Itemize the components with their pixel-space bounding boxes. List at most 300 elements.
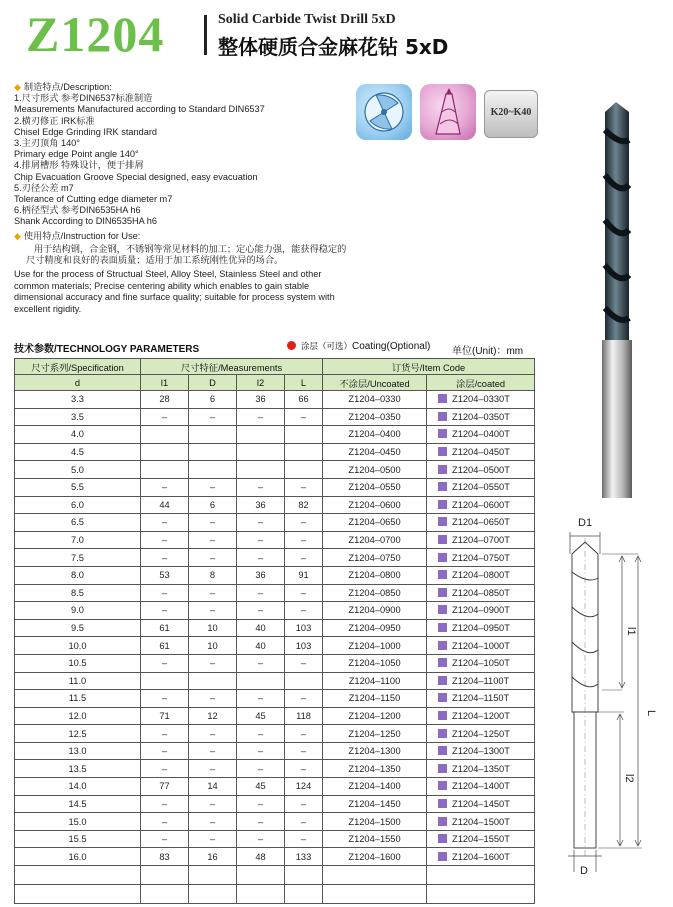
cell-l2: 40 (237, 619, 285, 637)
desc-line: 6.柄径型式 参考DIN6535HA h6 (14, 205, 141, 216)
cell-l2: – (237, 690, 285, 708)
desc-line: 1.尺寸形式 参考DIN6537标准制造 (14, 93, 153, 104)
cell-D: 6 (189, 391, 237, 409)
table-row (15, 496, 535, 514)
cell-l1: 61 (141, 619, 189, 637)
desc-line: Chip Evacuation Groove Special designed, easy evacuation (14, 171, 258, 182)
cell-l1: – (141, 813, 189, 831)
cell-coated (427, 830, 535, 848)
cell-l2: – (237, 408, 285, 426)
cell-D: 6 (189, 496, 237, 514)
header-d: d (15, 375, 141, 391)
coated-code: Z1204–1000T (452, 640, 510, 651)
cell-D: – (189, 584, 237, 602)
cell-coated (427, 461, 535, 479)
cell-L: 124 (285, 778, 323, 796)
carbide-grade-badge (484, 90, 538, 138)
cell-l1: – (141, 531, 189, 549)
cell-l1 (141, 426, 189, 444)
table-row (15, 707, 535, 725)
cell-empty (323, 885, 427, 904)
cell-D: – (189, 830, 237, 848)
coated-code: Z1204–1350T (452, 763, 510, 774)
coated-code: Z1204–1100T (452, 675, 510, 686)
cell-d: 15.0 (15, 813, 141, 831)
cell-coated (427, 426, 535, 444)
cell-l1: 83 (141, 848, 189, 866)
cell-D: – (189, 549, 237, 567)
cell-coated (427, 391, 535, 409)
cell-L: – (285, 830, 323, 848)
cell-l2: – (237, 795, 285, 813)
use-text-cn: 用于结构钢，合金钢，不锈钢等常见材料的加工；定心能力强，能获得稳定的尺寸精度和良好的表面质量；适用于加工系统刚性优异的场合。 (26, 243, 347, 266)
coated-marker-icon (438, 781, 447, 790)
cell-L: – (285, 584, 323, 602)
cell-l1: 28 (141, 391, 189, 409)
cell-coated (427, 637, 535, 655)
cell-l1: 71 (141, 707, 189, 725)
cell-l2 (237, 672, 285, 690)
cell-D: – (189, 795, 237, 813)
cell-d: 6.5 (15, 514, 141, 532)
cell-coated (427, 690, 535, 708)
coated-code: Z1204–1400T (452, 781, 510, 792)
table-row-empty (15, 866, 535, 885)
cell-coated (427, 672, 535, 690)
cell-L: – (285, 725, 323, 743)
cell-l2: 36 (237, 566, 285, 584)
cell-L: – (285, 760, 323, 778)
carbide-grade-label: K20~K40 (490, 107, 532, 118)
coated-marker-icon (438, 746, 447, 755)
cell-d: 16.0 (15, 848, 141, 866)
cell-d: 10.0 (15, 637, 141, 655)
cell-empty (15, 885, 141, 904)
desc-line: Tolerance of Cutting edge diameter m7 (14, 194, 173, 205)
table-row (15, 461, 535, 479)
coated-code: Z1204–0800T (452, 570, 510, 581)
cell-d: 15.5 (15, 830, 141, 848)
cell-coated (427, 602, 535, 620)
cell-l1: 61 (141, 637, 189, 655)
cell-empty (285, 885, 323, 904)
label-l2: l2 (623, 774, 635, 783)
coated-marker-icon (438, 429, 447, 438)
cell-l1: – (141, 408, 189, 426)
cell-uncoated: Z1204–1500 (323, 813, 427, 831)
table-row (15, 848, 535, 866)
cell-coated (427, 496, 535, 514)
cell-empty (141, 866, 189, 885)
cell-uncoated: Z1204–0450 (323, 443, 427, 461)
coated-code: Z1204–1450T (452, 798, 510, 809)
description-heading (14, 82, 354, 93)
cell-L: – (285, 690, 323, 708)
coated-code: Z1204–1500T (452, 816, 510, 827)
coated-marker-icon (438, 394, 447, 403)
cell-coated (427, 760, 535, 778)
table-row (15, 619, 535, 637)
cell-D: 10 (189, 619, 237, 637)
cell-l1: – (141, 725, 189, 743)
coated-marker-icon (438, 852, 447, 861)
desc-line: Primary edge Point angle 140° (14, 149, 139, 160)
cell-d: 14.5 (15, 795, 141, 813)
title-divider (204, 15, 207, 55)
cell-d: 13.5 (15, 760, 141, 778)
cell-coated (427, 584, 535, 602)
coated-marker-icon (438, 535, 447, 544)
cell-d: 3.3 (15, 391, 141, 409)
coated-code: Z1204–0650T (452, 517, 510, 528)
table-row (15, 514, 535, 532)
cell-l1: 53 (141, 566, 189, 584)
table-body (15, 391, 535, 904)
cell-uncoated: Z1204–1200 (323, 707, 427, 725)
table-row (15, 549, 535, 567)
diamond-bullet-icon: ◆ (14, 82, 21, 92)
coated-marker-icon (438, 465, 447, 474)
cell-coated (427, 725, 535, 743)
cell-l2: 48 (237, 848, 285, 866)
table-row (15, 478, 535, 496)
table-row (15, 725, 535, 743)
cell-d: 4.5 (15, 443, 141, 461)
coated-code: Z1204–0450T (452, 447, 510, 458)
coated-code: Z1204–0950T (452, 623, 510, 634)
cell-uncoated: Z1204–1100 (323, 672, 427, 690)
cell-uncoated: Z1204–0600 (323, 496, 427, 514)
cell-L: 91 (285, 566, 323, 584)
cell-uncoated: Z1204–1400 (323, 778, 427, 796)
header-L: L (285, 375, 323, 391)
cell-l2: – (237, 584, 285, 602)
coated-marker-icon (438, 764, 447, 773)
cell-uncoated: Z1204–0750 (323, 549, 427, 567)
coated-code: Z1204–1150T (452, 693, 510, 704)
cell-d: 3.5 (15, 408, 141, 426)
table-row (15, 426, 535, 444)
table-row (15, 654, 535, 672)
coating-cn: 涂层（可选） (301, 341, 353, 351)
cell-l1: 77 (141, 778, 189, 796)
cell-uncoated: Z1204–1250 (323, 725, 427, 743)
cell-d: 11.5 (15, 690, 141, 708)
cell-D: 12 (189, 707, 237, 725)
cell-empty (285, 866, 323, 885)
cell-coated (427, 813, 535, 831)
coated-marker-icon (438, 711, 447, 720)
cell-L: – (285, 408, 323, 426)
description-block (14, 82, 354, 316)
cell-l2: – (237, 830, 285, 848)
cell-d: 5.5 (15, 478, 141, 496)
header-specification: 尺寸系列/Specification (15, 359, 141, 375)
cell-l1: – (141, 584, 189, 602)
coated-marker-icon (438, 729, 447, 738)
cell-l2: – (237, 654, 285, 672)
coated-code: Z1204–0700T (452, 535, 510, 546)
cell-D: – (189, 602, 237, 620)
cell-empty (237, 885, 285, 904)
cell-l1: – (141, 602, 189, 620)
coated-marker-icon (438, 658, 447, 667)
table-row (15, 531, 535, 549)
coated-code: Z1204–1300T (452, 746, 510, 757)
cell-uncoated: Z1204–1450 (323, 795, 427, 813)
cell-d: 13.0 (15, 742, 141, 760)
cell-D: 8 (189, 566, 237, 584)
cell-empty (323, 866, 427, 885)
cell-D: – (189, 514, 237, 532)
table-row (15, 408, 535, 426)
drill-product-image (592, 100, 642, 500)
coated-marker-icon (438, 517, 447, 526)
subtitle-cn: 整体硬质合金麻花钻 5xD (218, 35, 449, 59)
header-uncoated: 不涂层/Uncoated (323, 375, 427, 391)
table-row (15, 690, 535, 708)
cell-l2: – (237, 478, 285, 496)
cell-l2: – (237, 813, 285, 831)
cell-l1: – (141, 549, 189, 567)
coated-marker-icon (438, 834, 447, 843)
cell-empty (15, 866, 141, 885)
cell-D: – (189, 760, 237, 778)
cell-l2 (237, 443, 285, 461)
cell-D: – (189, 742, 237, 760)
cell-L (285, 672, 323, 690)
desc-line: 4.排屑槽形 特殊设计，便于排屑 (14, 160, 144, 171)
coated-code: Z1204–0850T (452, 587, 510, 598)
cell-empty (189, 885, 237, 904)
label-D: D (580, 865, 588, 877)
cell-L: – (285, 531, 323, 549)
cell-d: 9.0 (15, 602, 141, 620)
cutting-edge-section-icon (356, 84, 412, 140)
cell-D: – (189, 531, 237, 549)
cell-l2: – (237, 742, 285, 760)
cell-uncoated: Z1204–0850 (323, 584, 427, 602)
cell-l2: – (237, 602, 285, 620)
cell-d: 7.0 (15, 531, 141, 549)
desc-line: Measurements Manufactured according to Standard DIN6537 (14, 104, 265, 115)
coated-marker-icon (438, 623, 447, 632)
header-D: D (189, 375, 237, 391)
cell-coated (427, 619, 535, 637)
cell-L: – (285, 742, 323, 760)
cell-coated (427, 549, 535, 567)
coated-code: Z1204–0900T (452, 605, 510, 616)
cell-uncoated: Z1204–0800 (323, 566, 427, 584)
cell-L (285, 426, 323, 444)
header-item-code: 订货号/Item Code (323, 359, 535, 375)
cell-uncoated: Z1204–1000 (323, 637, 427, 655)
cell-L: – (285, 795, 323, 813)
cell-uncoated: Z1204–0900 (323, 602, 427, 620)
coated-marker-icon (438, 693, 447, 702)
cell-L: – (285, 654, 323, 672)
cell-D (189, 672, 237, 690)
cell-D: – (189, 813, 237, 831)
coated-marker-icon (438, 412, 447, 421)
coated-marker-icon (438, 588, 447, 597)
desc-line: 5.刃径公差 m7 (14, 182, 74, 193)
cell-l1: – (141, 690, 189, 708)
cell-uncoated: Z1204–0500 (323, 461, 427, 479)
cell-d: 8.0 (15, 566, 141, 584)
cell-coated (427, 795, 535, 813)
cell-L: 133 (285, 848, 323, 866)
cell-l2: – (237, 549, 285, 567)
cell-coated (427, 778, 535, 796)
cell-uncoated: Z1204–1600 (323, 848, 427, 866)
diamond-bullet-icon: ◆ (14, 230, 21, 241)
description-heading-text: 制造特点/Description: (23, 82, 112, 92)
cell-d: 10.5 (15, 654, 141, 672)
cell-L: 103 (285, 619, 323, 637)
parameters-table (14, 358, 535, 904)
label-l1: l1 (625, 627, 637, 636)
cell-L: 82 (285, 496, 323, 514)
coated-code: Z1204–0500T (452, 464, 510, 475)
cell-l1: – (141, 742, 189, 760)
cell-empty (189, 866, 237, 885)
cell-uncoated: Z1204–1050 (323, 654, 427, 672)
cell-D: 10 (189, 637, 237, 655)
coated-marker-icon (438, 817, 447, 826)
cell-L: 66 (285, 391, 323, 409)
cell-d: 6.0 (15, 496, 141, 514)
coated-marker-icon (438, 553, 447, 562)
cell-D: 16 (189, 848, 237, 866)
cell-uncoated: Z1204–0350 (323, 408, 427, 426)
cell-l2: – (237, 531, 285, 549)
label-L: L (645, 710, 657, 717)
cell-l2: – (237, 760, 285, 778)
header-l2: l2 (237, 375, 285, 391)
cell-D: – (189, 690, 237, 708)
cell-l1 (141, 443, 189, 461)
table-row (15, 443, 535, 461)
header-measurements: 尺寸特征/Measurements (141, 359, 323, 375)
cell-L: 103 (285, 637, 323, 655)
cell-coated (427, 742, 535, 760)
coated-marker-icon (438, 570, 447, 579)
cell-d: 11.0 (15, 672, 141, 690)
cell-uncoated: Z1204–1150 (323, 690, 427, 708)
coated-marker-icon (438, 641, 447, 650)
cell-l2: 40 (237, 637, 285, 655)
coated-marker-icon (438, 676, 447, 685)
cell-L: – (285, 549, 323, 567)
cell-L: – (285, 813, 323, 831)
cell-l2: – (237, 514, 285, 532)
cell-l2 (237, 426, 285, 444)
cell-D (189, 443, 237, 461)
coating-en: Coating(Optional) (352, 341, 431, 352)
coated-code: Z1204–1550T (452, 834, 510, 845)
cell-l2: – (237, 725, 285, 743)
cell-d: 8.5 (15, 584, 141, 602)
cell-uncoated: Z1204–1300 (323, 742, 427, 760)
cell-l1: – (141, 795, 189, 813)
table-row (15, 778, 535, 796)
cell-uncoated: Z1204–0950 (323, 619, 427, 637)
use-heading-text: 使用特点/Instruction for Use: (23, 230, 141, 241)
table-row (15, 742, 535, 760)
cell-uncoated: Z1204–0400 (323, 426, 427, 444)
cell-coated (427, 443, 535, 461)
cell-d: 12.5 (15, 725, 141, 743)
cell-l1 (141, 461, 189, 479)
cell-d: 4.0 (15, 426, 141, 444)
cell-coated (427, 848, 535, 866)
table-row (15, 637, 535, 655)
coating-note (287, 340, 430, 352)
cell-d: 7.5 (15, 549, 141, 567)
cell-coated (427, 531, 535, 549)
table-row (15, 566, 535, 584)
cell-d: 14.0 (15, 778, 141, 796)
table-row (15, 830, 535, 848)
table-row (15, 760, 535, 778)
subtitle-en: Solid Carbide Twist Drill 5xD (218, 12, 396, 27)
cell-d: 9.5 (15, 619, 141, 637)
cell-L: 118 (285, 707, 323, 725)
coated-code: Z1204–1050T (452, 658, 510, 669)
coated-marker-icon (438, 447, 447, 456)
desc-line: 2.横刃修正 IRK标准 (14, 115, 95, 126)
cell-uncoated: Z1204–0700 (323, 531, 427, 549)
cell-coated (427, 408, 535, 426)
cell-l2: 36 (237, 496, 285, 514)
cell-l1: – (141, 654, 189, 672)
cell-D: – (189, 478, 237, 496)
cell-L (285, 461, 323, 479)
model-number: Z1204 (26, 6, 165, 62)
coated-marker-icon (438, 482, 447, 491)
cell-l1: – (141, 478, 189, 496)
cell-coated (427, 566, 535, 584)
cell-uncoated: Z1204–1350 (323, 760, 427, 778)
header-coated: 涂层/coated (427, 375, 535, 391)
coated-code: Z1204–1600T (452, 851, 510, 862)
cell-l1: – (141, 830, 189, 848)
dimension-drawing (558, 512, 670, 882)
cell-coated (427, 478, 535, 496)
cell-l2: 36 (237, 391, 285, 409)
drill-tip-icon (420, 84, 476, 140)
cell-l1: – (141, 760, 189, 778)
cell-L: – (285, 602, 323, 620)
cell-l2 (237, 461, 285, 479)
coated-code: Z1204–0550T (452, 482, 510, 493)
table-row (15, 795, 535, 813)
desc-line: Shank According to DIN6535HA h6 (14, 216, 158, 227)
cell-l1: 44 (141, 496, 189, 514)
label-D1: D1 (578, 517, 593, 529)
coated-code: Z1204–0350T (452, 411, 510, 422)
table-row (15, 813, 535, 831)
table-row (15, 391, 535, 409)
cell-uncoated: Z1204–1550 (323, 830, 427, 848)
cell-empty (141, 885, 189, 904)
use-text-en: Use for the process of Structual Steel, Alloy Steel, Stainless Steel and other common materials; Precise centering ability which enables to gain stable dimensional accuracy and fine surface quality; suitable for process system with excellent rigidity. (14, 269, 335, 315)
header-l1: l1 (141, 375, 189, 391)
coated-marker-icon (438, 799, 447, 808)
cell-l1: – (141, 514, 189, 532)
coated-code: Z1204–1250T (452, 728, 510, 739)
